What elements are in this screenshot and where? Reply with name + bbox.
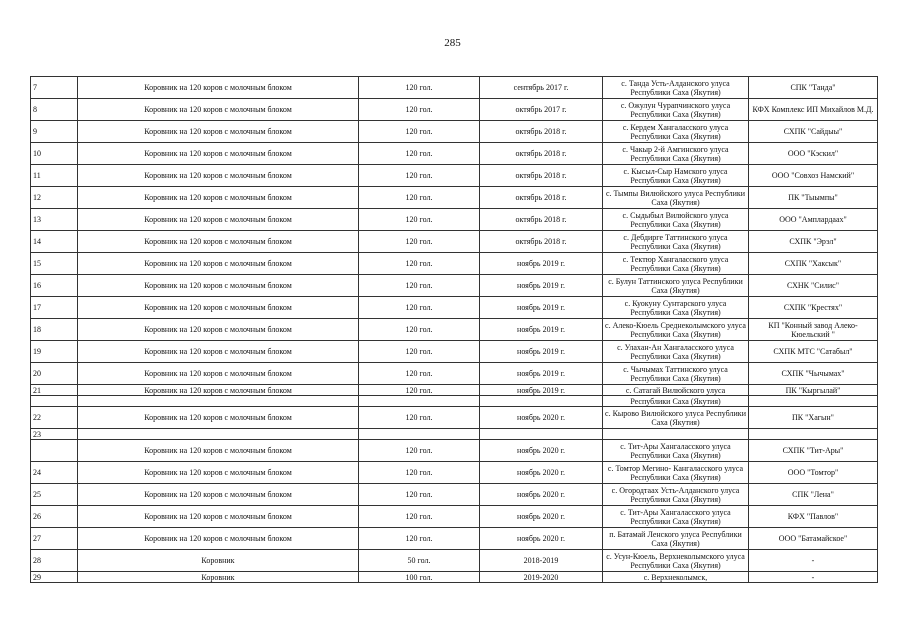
date-cell: ноябрь 2020 г. bbox=[480, 528, 603, 550]
table-row bbox=[31, 528, 878, 550]
organization-cell bbox=[749, 429, 878, 440]
location-cell: с. Кердем Хангаласского улуса Республики Саха (Якутия) bbox=[603, 121, 749, 143]
organization-cell: СХПК "Эрэл" bbox=[749, 231, 878, 253]
table-row bbox=[31, 121, 878, 143]
capacity-cell bbox=[359, 429, 480, 440]
row-number-cell: 17 bbox=[31, 297, 78, 319]
date-cell: 2018-2019 bbox=[480, 550, 603, 572]
capacity-cell: 120 гол. bbox=[359, 440, 480, 462]
capacity-cell: 120 гол. bbox=[359, 165, 480, 187]
date-cell: ноябрь 2020 г. bbox=[480, 506, 603, 528]
date-cell: ноябрь 2019 г. bbox=[480, 319, 603, 341]
location-cell: с. Улахан-Ан Хангаласского улуса Республики Саха (Якутия) bbox=[603, 341, 749, 363]
table-row bbox=[31, 187, 878, 209]
row-number-cell: 22 bbox=[31, 407, 78, 429]
date-cell: ноябрь 2019 г. bbox=[480, 275, 603, 297]
capacity-cell: 120 гол. bbox=[359, 341, 480, 363]
object-cell: Коровник на 120 коров с молочным блоком bbox=[78, 506, 359, 528]
row-number-cell: 24 bbox=[31, 462, 78, 484]
date-cell: октябрь 2018 г. bbox=[480, 187, 603, 209]
row-number-cell: 12 bbox=[31, 187, 78, 209]
date-cell: 2019-2020 bbox=[480, 572, 603, 583]
capacity-cell: 100 гол. bbox=[359, 572, 480, 583]
object-cell: Коровник на 120 коров с молочным блоком bbox=[78, 407, 359, 429]
organization-cell: СХПК "Чычымах" bbox=[749, 363, 878, 385]
capacity-cell: 50 гол. bbox=[359, 550, 480, 572]
organization-cell: СХПК "Крестях" bbox=[749, 297, 878, 319]
object-cell: Коровник на 120 коров с молочным блоком bbox=[78, 165, 359, 187]
table-row bbox=[31, 385, 878, 396]
table-row bbox=[31, 297, 878, 319]
object-cell: Коровник на 120 коров с молочным блоком bbox=[78, 440, 359, 462]
object-cell: Коровник на 120 коров с молочным блоком bbox=[78, 275, 359, 297]
object-cell: Коровник на 120 коров с молочным блоком bbox=[78, 209, 359, 231]
date-cell: октябрь 2018 г. bbox=[480, 165, 603, 187]
object-cell: Коровник на 120 коров с молочным блоком bbox=[78, 462, 359, 484]
row-number-cell bbox=[31, 440, 78, 462]
row-number-cell: 16 bbox=[31, 275, 78, 297]
location-cell: с. Танда Усть-Алданского улуса Республики Саха (Якутия) bbox=[603, 77, 749, 99]
object-cell: Коровник bbox=[78, 572, 359, 583]
table-row bbox=[31, 319, 878, 341]
date-cell: ноябрь 2019 г. bbox=[480, 363, 603, 385]
date-cell: ноябрь 2019 г. bbox=[480, 341, 603, 363]
location-cell bbox=[603, 429, 749, 440]
table-row bbox=[31, 99, 878, 121]
capacity-cell: 120 гол. bbox=[359, 99, 480, 121]
row-number-cell: 29 bbox=[31, 572, 78, 583]
capacity-cell: 120 гол. bbox=[359, 231, 480, 253]
object-cell: Коровник на 120 коров с молочным блоком bbox=[78, 253, 359, 275]
capacity-cell: 120 гол. bbox=[359, 385, 480, 396]
table-row bbox=[31, 462, 878, 484]
object-cell: Коровник на 120 коров с молочным блоком bbox=[78, 528, 359, 550]
organization-cell: ООО "Кэскил" bbox=[749, 143, 878, 165]
row-number-cell: 14 bbox=[31, 231, 78, 253]
object-cell: Коровник на 120 коров с молочным блоком bbox=[78, 319, 359, 341]
row-number-cell bbox=[31, 396, 78, 407]
table-row bbox=[31, 506, 878, 528]
capacity-cell: 120 гол. bbox=[359, 209, 480, 231]
object-cell: Коровник на 120 коров с молочным блоком bbox=[78, 231, 359, 253]
table-row bbox=[31, 572, 878, 583]
location-cell: с. Огородтаах Усть-Алданского улуса Республики Саха (Якутия) bbox=[603, 484, 749, 506]
organization-cell: СХНК "Силис" bbox=[749, 275, 878, 297]
object-cell: Коровник на 120 коров с молочным блоком bbox=[78, 143, 359, 165]
location-cell: с. Чакыр 2-й Амгинского улуса Республики Саха (Якутия) bbox=[603, 143, 749, 165]
date-cell: сентябрь 2017 г. bbox=[480, 77, 603, 99]
object-cell: Коровник на 120 коров с молочным блоком bbox=[78, 385, 359, 396]
capacity-cell: 120 гол. bbox=[359, 506, 480, 528]
date-cell: ноябрь 2020 г. bbox=[480, 462, 603, 484]
row-number-cell: 18 bbox=[31, 319, 78, 341]
object-cell: Коровник на 120 коров с молочным блоком bbox=[78, 297, 359, 319]
location-cell: с. Алеко-Кюель Среднеколымского улуса Республики Саха (Якутия) bbox=[603, 319, 749, 341]
capacity-cell bbox=[359, 396, 480, 407]
location-cell: Республики Саха (Якутия) bbox=[603, 396, 749, 407]
capacity-cell: 120 гол. bbox=[359, 77, 480, 99]
organization-cell: СПК "Лена" bbox=[749, 484, 878, 506]
organization-cell: ПК "Тыымпы" bbox=[749, 187, 878, 209]
organization-cell: - bbox=[749, 550, 878, 572]
organization-cell: СХПК "Тит-Ары" bbox=[749, 440, 878, 462]
row-number-cell: 20 bbox=[31, 363, 78, 385]
location-cell: с. Сатагай Вилюйского улуса bbox=[603, 385, 749, 396]
location-cell: с. Тит-Ары Хангаласского улуса Республики Саха (Якутия) bbox=[603, 440, 749, 462]
row-number-cell: 8 bbox=[31, 99, 78, 121]
row-number-cell: 9 bbox=[31, 121, 78, 143]
row-number-cell: 15 bbox=[31, 253, 78, 275]
capacity-cell: 120 гол. bbox=[359, 275, 480, 297]
organization-cell: СХПК "Хаксык" bbox=[749, 253, 878, 275]
capacity-cell: 120 гол. bbox=[359, 297, 480, 319]
object-cell: Коровник на 120 коров с молочным блоком bbox=[78, 363, 359, 385]
date-cell: ноябрь 2020 г. bbox=[480, 484, 603, 506]
row-number-cell: 10 bbox=[31, 143, 78, 165]
table-row bbox=[31, 484, 878, 506]
organization-cell bbox=[749, 396, 878, 407]
location-cell: с. Булун Таттинского улуса Республики Саха (Якутия) bbox=[603, 275, 749, 297]
table-row bbox=[31, 550, 878, 572]
table-row bbox=[31, 165, 878, 187]
location-cell: с. Ожулун Чурапчинского улуса Республики Саха (Якутия) bbox=[603, 99, 749, 121]
location-cell: с. Сыдыбыл Вилюйского улуса Республики Саха (Якутия) bbox=[603, 209, 749, 231]
capacity-cell: 120 гол. bbox=[359, 121, 480, 143]
organization-cell: ООО "Амплардаах" bbox=[749, 209, 878, 231]
organization-cell: ООО "Батамайское" bbox=[749, 528, 878, 550]
organization-cell: СХПК "Сайдыы" bbox=[749, 121, 878, 143]
date-cell: ноябрь 2020 г. bbox=[480, 407, 603, 429]
date-cell: октябрь 2018 г. bbox=[480, 121, 603, 143]
table-row bbox=[31, 209, 878, 231]
livestock-facilities-table bbox=[30, 76, 878, 583]
organization-cell: СПК "Танда" bbox=[749, 77, 878, 99]
table-row bbox=[31, 429, 878, 440]
organization-cell: ПК "Кыргылай" bbox=[749, 385, 878, 396]
row-number-cell: 7 bbox=[31, 77, 78, 99]
location-cell: с. Чычымах Таттинского улуса Республики Саха (Якутия) bbox=[603, 363, 749, 385]
organization-cell: КФХ Комплекс ИП Михайлов М.Д. bbox=[749, 99, 878, 121]
table-row bbox=[31, 407, 878, 429]
object-cell: Коровник на 120 коров с молочным блоком bbox=[78, 484, 359, 506]
object-cell: Коровник на 120 коров с молочным блоком bbox=[78, 341, 359, 363]
object-cell: Коровник на 120 коров с молочным блоком bbox=[78, 187, 359, 209]
row-number-cell: 21 bbox=[31, 385, 78, 396]
capacity-cell: 120 гол. bbox=[359, 187, 480, 209]
table-row bbox=[31, 253, 878, 275]
capacity-cell: 120 гол. bbox=[359, 528, 480, 550]
capacity-cell: 120 гол. bbox=[359, 363, 480, 385]
capacity-cell: 120 гол. bbox=[359, 407, 480, 429]
date-cell: октябрь 2018 г. bbox=[480, 143, 603, 165]
row-number-cell: 25 bbox=[31, 484, 78, 506]
table-row bbox=[31, 396, 878, 407]
location-cell: п. Батамай Ленского улуса Республики Саха (Якутия) bbox=[603, 528, 749, 550]
object-cell: Коровник на 120 коров с молочным блоком bbox=[78, 99, 359, 121]
date-cell: октябрь 2018 г. bbox=[480, 231, 603, 253]
date-cell: ноябрь 2019 г. bbox=[480, 253, 603, 275]
row-number-cell: 13 bbox=[31, 209, 78, 231]
table-row bbox=[31, 341, 878, 363]
capacity-cell: 120 гол. bbox=[359, 143, 480, 165]
page-number: 285 bbox=[444, 37, 461, 49]
row-number-cell: 11 bbox=[31, 165, 78, 187]
table-row bbox=[31, 143, 878, 165]
location-cell: с. Куокуну Сунтарского улуса Республики Саха (Якутия) bbox=[603, 297, 749, 319]
location-cell: с. Тектюр Хангаласского улуса Республики Саха (Якутия) bbox=[603, 253, 749, 275]
date-cell bbox=[480, 396, 603, 407]
organization-cell: КП "Конный завод Алеко-Кюельский " bbox=[749, 319, 878, 341]
table-row bbox=[31, 231, 878, 253]
table-row bbox=[31, 275, 878, 297]
organization-cell: СХПК МТС "Сатабыл" bbox=[749, 341, 878, 363]
table-row bbox=[31, 363, 878, 385]
date-cell: ноябрь 2019 г. bbox=[480, 385, 603, 396]
object-cell: Коровник на 120 коров с молочным блоком bbox=[78, 121, 359, 143]
capacity-cell: 120 гол. bbox=[359, 319, 480, 341]
organization-cell: - bbox=[749, 572, 878, 583]
row-number-cell: 28 bbox=[31, 550, 78, 572]
organization-cell: ООО "Совхоз Намский" bbox=[749, 165, 878, 187]
date-cell: ноябрь 2020 г. bbox=[480, 440, 603, 462]
object-cell bbox=[78, 429, 359, 440]
object-cell bbox=[78, 396, 359, 407]
row-number-cell: 23 bbox=[31, 429, 78, 440]
date-cell: октябрь 2017 г. bbox=[480, 99, 603, 121]
date-cell bbox=[480, 429, 603, 440]
location-cell: с. Дебдирге Таттинского улуса Республики Саха (Якутия) bbox=[603, 231, 749, 253]
organization-cell: КФХ "Павлов" bbox=[749, 506, 878, 528]
object-cell: Коровник на 120 коров с молочным блоком bbox=[78, 77, 359, 99]
table-row bbox=[31, 440, 878, 462]
location-cell: с. Томтор Мегино- Кангаласского улуса Республики Саха (Якутия) bbox=[603, 462, 749, 484]
object-cell: Коровник bbox=[78, 550, 359, 572]
location-cell: с. Тымпы Вилюйского улуса Республики Саха (Якутия) bbox=[603, 187, 749, 209]
table-row bbox=[31, 77, 878, 99]
date-cell: октябрь 2018 г. bbox=[480, 209, 603, 231]
row-number-cell: 19 bbox=[31, 341, 78, 363]
organization-cell: ПК "Хагын" bbox=[749, 407, 878, 429]
location-cell: с. Кырово Вилюйского улуса Республики Саха (Якутия) bbox=[603, 407, 749, 429]
row-number-cell: 26 bbox=[31, 506, 78, 528]
location-cell: с. Тит-Ары Хангаласского улуса Республики Саха (Якутия) bbox=[603, 506, 749, 528]
location-cell: с. Усун-Кюель, Верхнеколымского улуса Республики Саха (Якутия) bbox=[603, 550, 749, 572]
date-cell: ноябрь 2019 г. bbox=[480, 297, 603, 319]
location-cell: с. Верхнеколымск, bbox=[603, 572, 749, 583]
capacity-cell: 120 гол. bbox=[359, 253, 480, 275]
row-number-cell: 27 bbox=[31, 528, 78, 550]
capacity-cell: 120 гол. bbox=[359, 484, 480, 506]
organization-cell: ООО "Томтор" bbox=[749, 462, 878, 484]
capacity-cell: 120 гол. bbox=[359, 462, 480, 484]
location-cell: с. Кысыл-Сыр Намского улуса Республики Саха (Якутия) bbox=[603, 165, 749, 187]
